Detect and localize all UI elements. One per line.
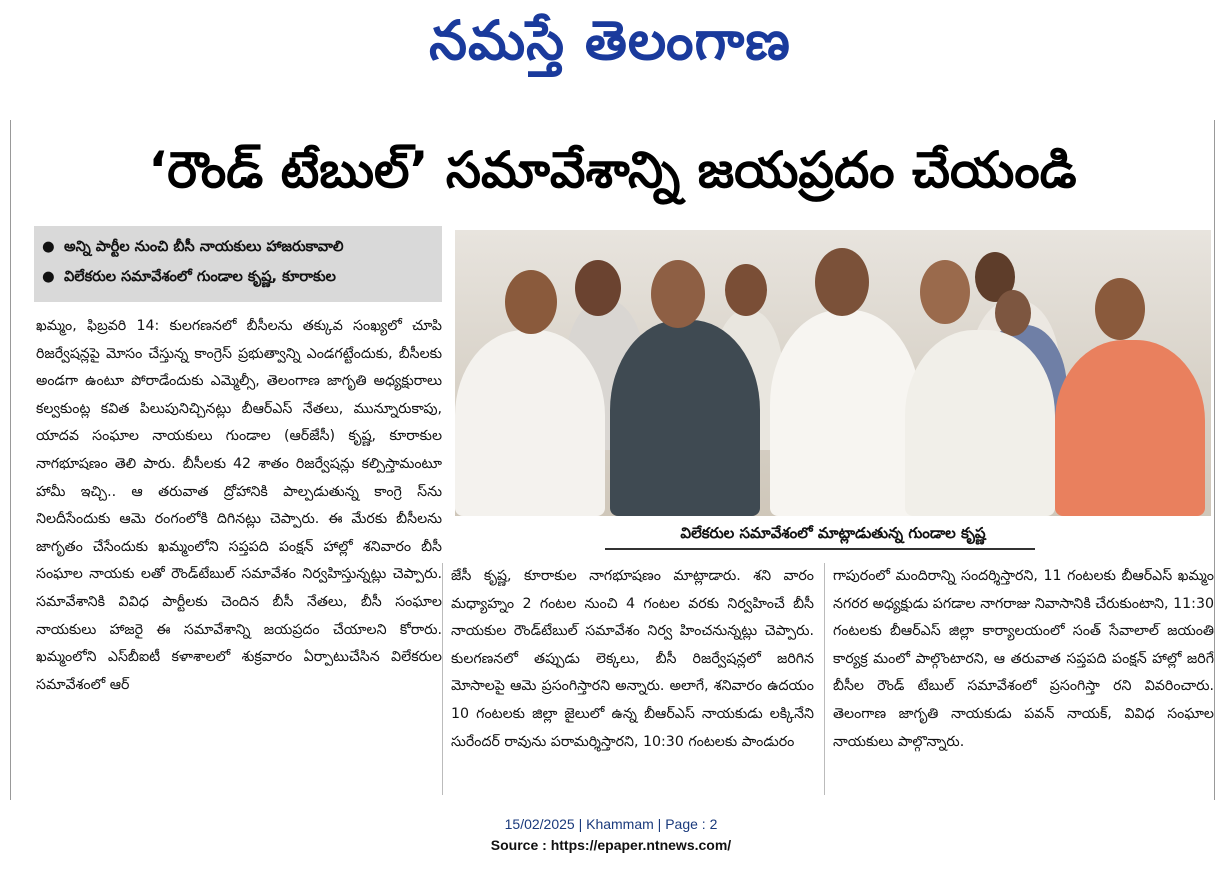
article-clipping: [10, 120, 1215, 800]
person-head: [725, 264, 767, 316]
article-column-1: ఖమ్మం, ఫిబ్రవరి 14: కులగణనలో బీసీలను తక్కువ సంఖ్యలో చూపి రిజర్వేషన్లపై మోసం చేస్తున్న కాంగ్రెస్ ప్రభుత్వాన్ని ఎండగట్టేందుకు, బీసీలకు అండగా ఉంటూ పోరాడేందుకు ఎమ్మెల్సీ, తెలంగాణ జాగృతి అధ్యక్షురాలు కల్వకుంట్ల కవిత పిలుపునిచ్చినట్లు బీఆర్ఎస్ నేతలు, మున్నూరుకాపు, యాదవ సంఘాల నాయకులు గుండాల (ఆర్‌జేసీ) కృష్ణ, కూరాకుల నాగభూషణం తెలి పారు. బీసీలకు 42 శాతం రిజర్వేషన్లు కల్పిస్తామంటూ హామీ ఇచ్చి.. ఆ తరువాత ద్రోహానికి పాల్పడుతున్న కాంగ్రె స్‌ను నిలదీసేందుకు ఆమె రంగంలోకి దిగినట్లు చెప్పారు. ఈ మేరకు బీసీలను జాగృతం చేసేందుకు ఖమ్మంలోని సప్తపది పంక్షన్ హాల్లో శనివారం బీసీ సంఘాల నాయకు లతో రౌండ్‌టేబుల్ సమావేశం నిర్వహిస్తున్నట్లు చెప్పారు. సమావేశానికి వివిధ పార్టీలకు చెందిన బీసీ నేతలు, బీసీ సంఘాల నాయకులు హాజరై ఈ సమావేశాన్ని జయప్రదం చేయాలని కోరారు. ఖమ్మంలోని ఎస్‌బీఐటీ కళాశాలలో శుక్రవారం ఏర్పాటుచేసిన విలేకరుల సమావేశంలో ఆర్: [36, 318, 442, 693]
person-head: [995, 290, 1031, 336]
person-head: [815, 248, 869, 316]
page-footer: [0, 814, 1222, 856]
person-head: [651, 260, 705, 328]
person-head: [505, 270, 557, 334]
highlight-item: [42, 262, 434, 292]
highlight-item: [42, 232, 434, 262]
person-figure: [1055, 340, 1205, 516]
article-column-2: జేసీ కృష్ణ, కూరాకుల నాగభూషణం మాట్లాడారు. శని వారం మధ్యాహ్నం 2 గంటల నుంచి 4 గంటల వరకు నిర్వహించే బీసీ నాయకుల రౌండ్‌టేబుల్ సమావేశం నిర్వ హించనున్నట్లు చెప్పారు. కులగణనలో తప్పుడు లెక్కలు, బీసీ రిజర్వేషన్లలో జరిగిన మోసాలపై ఆమె ప్రసంగిస్తారని అన్నారు. అలాగే, శనివారం ఉదయం 10 గంటలకు జిల్లా జైలులో ఉన్న బీఆర్ఎస్ నాయకుడు లక్కినేని సురేందర్ రావును పరామర్శిస్తారని, 10:30 గంటలకు పాండురం: [442, 563, 814, 795]
person-head: [575, 260, 621, 316]
highlight-text: విలేకరుల సమావేశంలో గుండాల కృష్ణ, కూరాకుల: [64, 269, 336, 285]
person-figure: [770, 310, 920, 516]
left-border-rule: [10, 120, 11, 800]
caption-underline: [605, 548, 1035, 550]
person-figure: [455, 330, 605, 516]
article-column-3: గాపురంలో మందిరాన్ని సందర్శిస్తారని, 11 గంటలకు బీఆర్ఎస్ ఖమ్మం నగరర అధ్యక్షుడు పగడాల నాగరాజు నివాసానికి చేరుకుంటాని, 11:30 గంటలకు బీఆర్ఎస్ జిల్లా కార్యాలయంలో సంత్ సేవాలాల్ జయంతి కార్యక్ర మంలో పాల్గొంటారని, ఆ తరువాత సప్తపది పంక్షన్ హాల్లో జరిగే బీసీల రౌండ్ టేబుల్ సమావేశంలో ప్రసంగిస్తా రని వివరించారు. తెలంగాణ జాగృతి నాయకుడు పవన్ నాయక్, వివిధ సంఘాల నాయకులు పాల్గొన్నారు.: [824, 563, 1214, 795]
person-figure: [905, 330, 1055, 516]
edition-info: 15/02/2025 | Khammam | Page : 2: [504, 816, 718, 832]
source-link[interactable]: Source : https://epaper.ntnews.com/: [490, 837, 732, 853]
person-head: [1095, 278, 1145, 340]
bullet-icon: ●: [42, 269, 55, 285]
highlights-box: [34, 226, 442, 302]
person-figure: [610, 320, 760, 516]
right-border-rule: [1214, 120, 1215, 800]
newspaper-masthead: నమస్తే తెలంగాణ: [429, 8, 791, 72]
person-head: [920, 260, 970, 324]
photo-caption: విలేకరుల సమావేశంలో మాట్లాడుతున్న గుండాల కృష్ణ: [680, 524, 986, 542]
bullet-icon: ●: [42, 239, 55, 255]
press-meet-photo: [455, 230, 1211, 516]
highlight-text: అన్ని పార్టీల నుంచి బీసీ నాయకులు హాజరుకావాలి: [64, 239, 344, 255]
article-headline: ‘రౌండ్ టేబుల్’ సమావేశాన్ని జయప్రదం చేయండి: [148, 141, 1077, 199]
